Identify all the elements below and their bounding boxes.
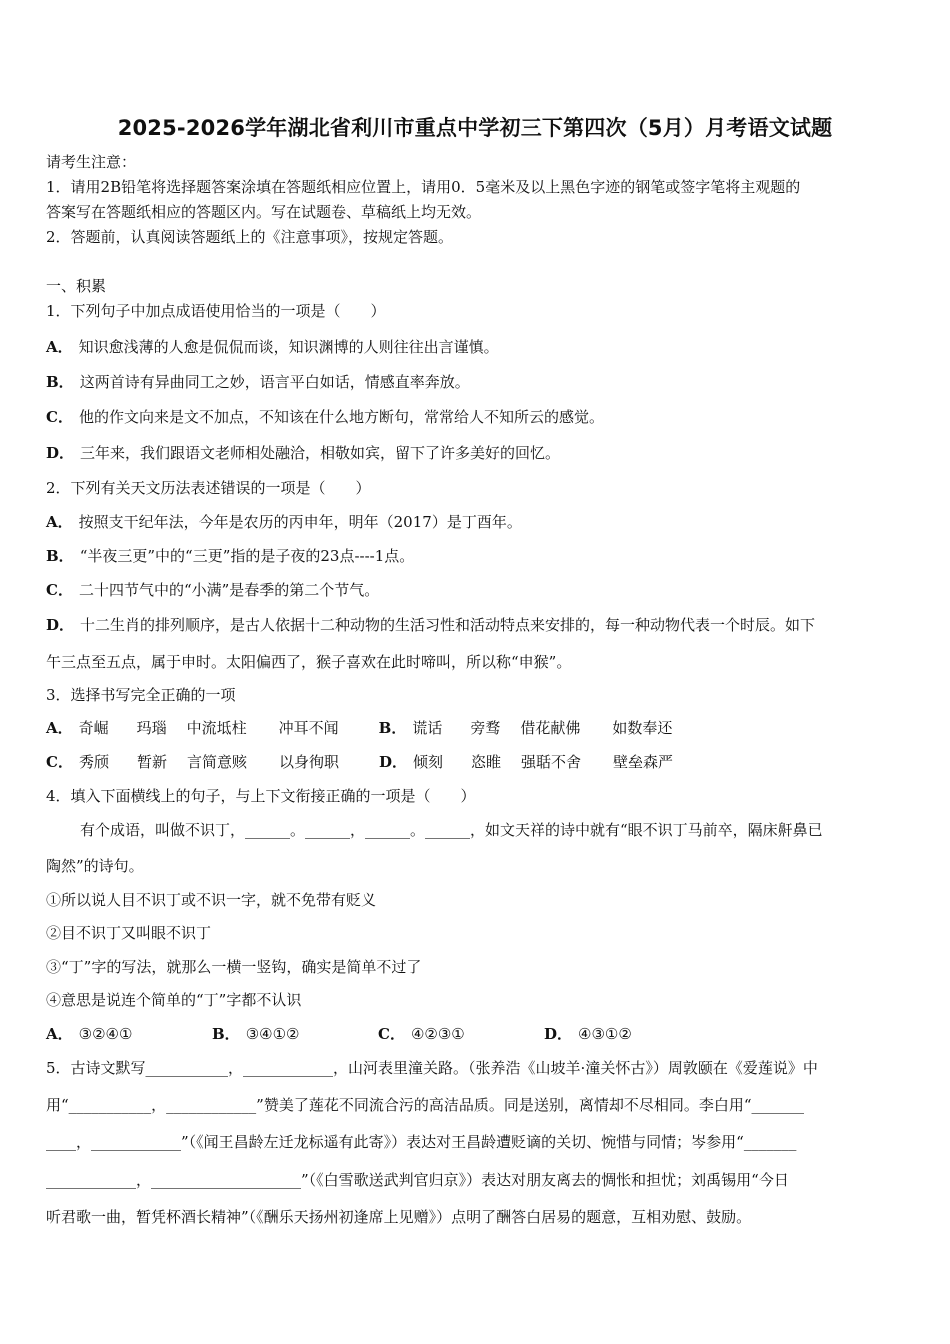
option-text: 十二生肖的排列顺序，是古人依据十二种动物的生活习性和活动特点来安排的，每一种动物代表一个时辰。如下 [80,616,816,634]
option-label: A． [46,338,73,356]
q4-passage-cont: 陶然”的诗句。 [46,857,144,875]
section-heading: 一、积累 [46,277,107,295]
word: 暂新 [136,753,167,771]
q4-sentence-1: ①所以说人目不识丁或不识一字，就不免带有贬义 [46,891,377,909]
notice-item-1b: 答案写在答题纸相应的答题区内。写在试题卷、草稿纸上均无效。 [46,203,482,221]
option-label: D． [46,616,75,634]
option-text: 三年来，我们跟语文老师相处融洽，相敬如宾，留下了许多美好的回忆。 [80,444,561,462]
q3-stem: 3．选择书写完全正确的一项 [46,686,236,704]
option-label: B． [212,1025,240,1043]
q2-option-a [46,512,908,532]
q5-line-4: ____________，____________________”（《白雪歌送武判官归京》）表达对朋友离去的惆怅和担忧；刘禹锡用“今日 [46,1171,789,1189]
option-text: ④②③① [410,1025,465,1043]
word: 恣睢 [470,753,501,771]
option-label: D． [378,753,407,771]
word: 谎话 [412,719,443,737]
q4-option-c [378,1024,544,1044]
q5-line-3: ____，____________”（《闻王昌龄左迁龙标遥有此寄》）表达对王昌龄遭贬谪的关切、惋惜与同情；岑参用“_______ [46,1133,797,1151]
q1-stem: 1．下列句子中加点成语使用恰当的一项是（ ） [46,302,386,320]
word: 玛瑙 [136,719,167,737]
option-label: C． [46,408,73,426]
q5-line-1: 5．古诗文默写___________，____________，山河表里潼关路。（张养浩《山坡羊·潼关怀古》）周敦颐在《爱莲说》中 [46,1059,818,1077]
q4-stem: 4．填入下面横线上的句子，与上下文衔接正确的一项是（ ） [46,787,476,805]
option-text: “半夜三更”中的“三更”指的是子夜的23点----1点。 [79,547,415,565]
q2-option-d [46,615,908,635]
q1-option-d [46,443,908,463]
word: 言简意赅 [186,753,247,771]
q3-options-cd [46,752,908,772]
q4-sentence-2: ②目不识丁又叫眼不识丁 [46,924,212,942]
option-label: B． [46,547,74,565]
q2-option-d-cont: 午三点至五点，属于申时。太阳偏西了，猴子喜欢在此时啼叫，所以称“申猴”。 [46,653,572,671]
notice-heading: 请考生注意： [46,153,137,171]
notice-item-2: 2．答题前，认真阅读答题纸上的《注意事项》，按规定答题。 [46,228,454,246]
option-text: ④③①② [578,1025,632,1043]
word: 奇崛 [78,719,109,737]
q5-line-5: 听君歌一曲，暂凭杯酒长精神”（《酬乐天扬州初逢席上见赠》）点明了酬答白居易的题意，互相劝慰、鼓励。 [46,1208,752,1226]
option-label: B． [378,719,407,737]
word: 旁骛 [470,719,501,737]
word: 壁垒森严 [612,753,673,771]
option-text: ③④①② [245,1025,300,1043]
word: 中流坻柱 [186,719,247,737]
word: 秀颀 [78,753,109,771]
q4-option-a [46,1024,212,1044]
q4-passage: 有个成语，叫做不识丁，______。______，______。______，如文天祥的诗中就有“眼不识丁马前卒，隔床鼾鼻已 [80,821,823,839]
q4-option-b [212,1024,378,1044]
q2-option-c [46,580,908,600]
word: 如数奉还 [612,719,673,737]
option-label: B． [46,373,74,391]
option-label: A． [46,719,73,737]
word: 冲耳不闻 [278,719,339,737]
notice-item-1a: 1．请用2B铅笔将选择题答案涂填在答题纸相应位置上，请用0．5毫米及以上黑色字迹的钢笔或签字笔将主观题的 [46,178,801,196]
q1-option-a [46,337,908,357]
q5-line-2: 用“___________，____________”赞美了莲花不同流合污的高洁品质。同是送别，离情却不尽相同。李白用“_______ [46,1096,805,1114]
option-label: A． [46,1025,73,1043]
word: 强聒不舍 [520,753,581,771]
option-text: 按照支干纪年法，今年是农历的丙申年，明年（2017）是丁酉年。 [78,513,522,531]
q4-sentence-4: ④意思是说连个简单的“丁”字都不认识 [46,991,302,1009]
option-label: C． [46,581,73,599]
option-text: 这两首诗有异曲同工之妙，语言平白如话，情感直率奔放。 [79,373,470,391]
q4-sentence-3: ③“丁”字的写法，就那么一横一竖钩，确实是简单不过了 [46,958,422,976]
option-text: ③②④① [78,1025,133,1043]
option-label: D． [544,1025,573,1043]
word: 借花献佛 [520,719,581,737]
option-label: C． [46,753,73,771]
option-label: D． [46,444,75,462]
q2-option-b [46,546,908,566]
word: 以身徇职 [278,753,339,771]
q3-options-ab [46,718,908,738]
option-text: 他的作文向来是文不加点，不知该在什么地方断句，常常给人不知所云的感觉。 [78,408,604,426]
page-title: 2025-2026学年湖北省利川市重点中学初三下第四次（5月）月考语文试题 [117,116,833,140]
option-text: 二十四节气中的“小满”是春季的第二个节气。 [78,581,380,599]
option-label: A． [46,513,73,531]
q1-option-b [46,372,908,392]
q1-option-c [46,407,908,427]
option-label: C． [378,1025,405,1043]
q2-stem: 2．下列有关天文历法表述错误的一项是（ ） [46,479,371,497]
word: 倾刻 [412,753,443,771]
q4-options [46,1024,908,1044]
option-text: 知识愈浅薄的人愈是侃侃而谈，知识渊博的人则往往出言谨慎。 [78,338,499,356]
q4-option-d [544,1025,632,1043]
